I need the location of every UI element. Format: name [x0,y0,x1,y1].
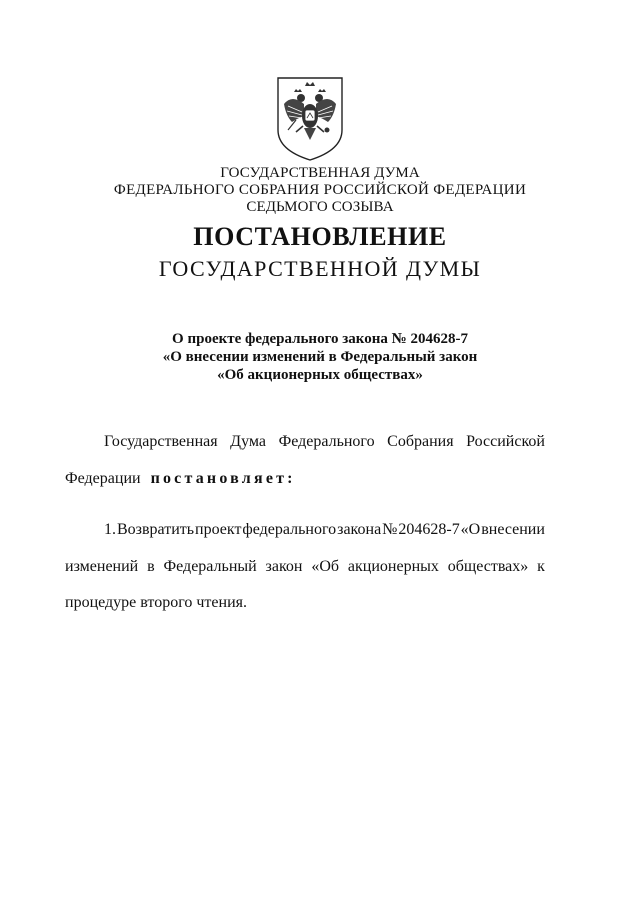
item1-word: к [537,558,545,575]
item1-word: 1. [104,521,116,538]
item1-line-1 [104,521,545,539]
item1-word: внесении [481,521,545,538]
preamble-word: Российской [466,433,545,450]
item1-line-3: процедуре второго чтения. [65,594,247,611]
document-type-title: ПОСТАНОВЛЕНИЕ [193,222,447,251]
item1-word: «Об [311,558,340,575]
item1-word: в [147,558,155,575]
item1-word: закона [337,521,382,538]
preamble-line-1 [104,433,545,451]
subject-line-1: О проекте федерального закона № 204628-7 [172,331,468,347]
item1-word: Федеральный [163,558,257,575]
item1-word: «О [460,521,481,538]
preamble-line-2 [65,470,296,488]
item1-word: закон [265,558,303,575]
header-line-1: ГОСУДАРСТВЕННАЯ ДУМА [220,165,420,181]
coat-of-arms-icon [274,72,346,162]
item1-word: обществах» [447,558,529,575]
document-issuer: ГОСУДАРСТВЕННОЙ ДУМЫ [158,256,482,281]
item1-word: 204628-7 [398,521,460,538]
item1-word: изменений [65,558,139,575]
item1-word: проект [195,521,242,538]
preamble-verb: постановляет: [150,470,296,487]
header-line-3: СЕДЬМОГО СОЗЫВА [246,199,394,215]
header-line-2: ФЕДЕРАЛЬНОГО СОБРАНИЯ РОССИЙСКОЙ ФЕДЕРАЦИИ [113,182,527,198]
preamble-country: Федерации [65,470,141,487]
preamble-word: Собрания [387,433,454,450]
subject-line-3: «Об акционерных обществах» [217,367,423,383]
preamble-word: Дума [230,433,266,450]
item1-word: Возвратить [116,521,195,538]
item1-word: федерального [242,521,337,538]
item1-line-2 [65,558,545,576]
preamble-word: Федерального [278,433,375,450]
item1-word: № [382,521,398,538]
preamble-word: Государственная [104,433,218,450]
item1-word: акционерных [347,558,439,575]
subject-line-2: «О внесении изменений в Федеральный закон [162,349,478,365]
